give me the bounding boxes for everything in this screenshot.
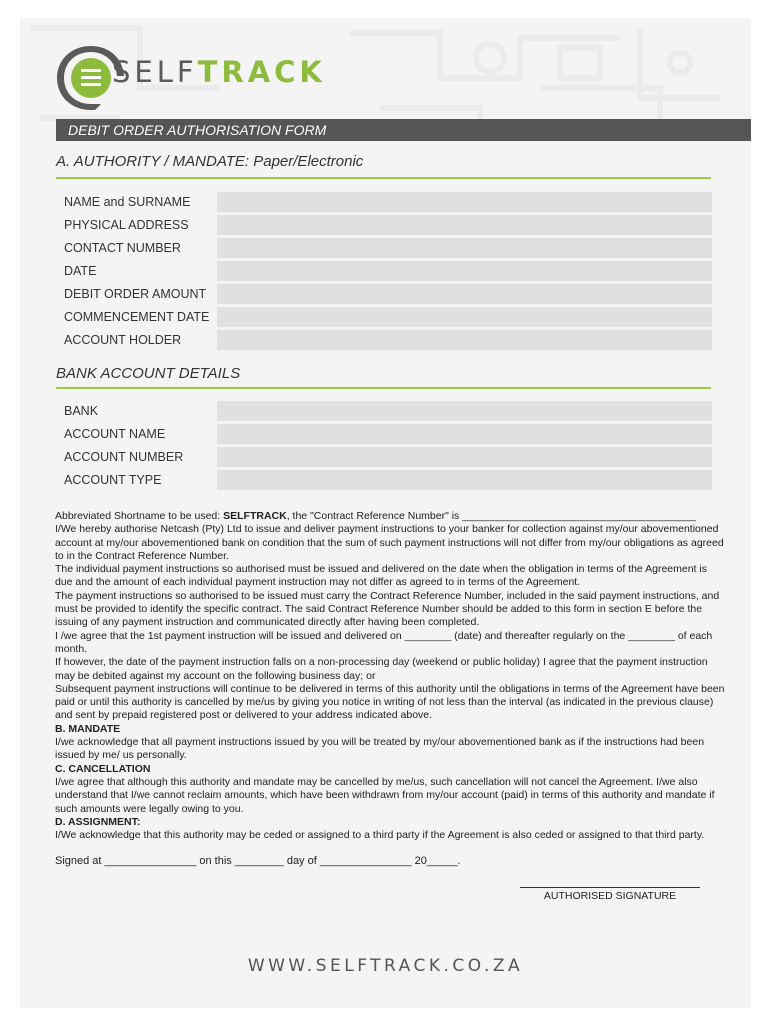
first-payment-paragraph: I /we agree that the 1st payment instruction will be issued and delivered on ________ (date) and thereafter regularly on the ________ of each month. bbox=[55, 629, 713, 655]
brand-wordmark bbox=[112, 55, 326, 89]
assignment-paragraph: I/We acknowledge that this authority may be ceded or assigned to a third party if the Agreement is also ceded or assigned to that third party. bbox=[55, 829, 705, 842]
footer-website: WWW.SELFTRACK.CO.ZA bbox=[247, 956, 524, 976]
assignment-heading bbox=[55, 816, 727, 829]
bank-input[interactable] bbox=[217, 401, 712, 421]
physical-address-input[interactable] bbox=[217, 215, 712, 235]
non-processing-day-paragraph: If however, the date of the payment instruction falls on a non-processing day (weekend or public holiday) I agree that the payment instruction may be debited against my account on the following business day; or bbox=[55, 656, 708, 682]
signed-at-line: Signed at _______________ on this ________ day of _______________ 20_____. bbox=[55, 855, 461, 868]
cancellation-paragraph: I/we agree that although this authority and mandate may be cancelled by me/us, such cancellation will not cancel the Agreement. I/we also understand that I/we cannot reclaim amounts, which have been withdrawn from my/our account (paid) in terms of this authority and mandate if such amounts were legally owing to you. bbox=[55, 775, 715, 815]
individual-instructions-paragraph: The individual payment instructions so authorised must be issued and delivered on the date when the obligation in terms of the Agreement is due and the amount of each individual payment instruction may not differ as agreed to in terms of the Agreement. bbox=[55, 563, 707, 589]
commencement-date-input[interactable] bbox=[217, 307, 712, 327]
field-label-contact-number: CONTACT NUMBER bbox=[64, 241, 181, 255]
field-label-debit-order-amount: DEBIT ORDER AMOUNT bbox=[64, 287, 207, 301]
signature-line[interactable] bbox=[520, 887, 700, 888]
contract-reference-paragraph: The payment instructions so authorised to be issued must carry the Contract Reference Number, included in the said payment instructions, and must be provided to identify the specific contract. The said Contract Reference Number should be added to this form in section E before the issuing of any payment instruction and communicated directly after having been completed. bbox=[55, 589, 720, 629]
shortname-suffix: , the "Contract Reference Number" is ________________________________________ bbox=[286, 510, 696, 522]
shortname-prefix: Abbreviated Shortname to be used: bbox=[55, 510, 224, 522]
brand-self: SELF bbox=[112, 55, 198, 89]
field-label-account-holder: ACCOUNT HOLDER bbox=[64, 333, 182, 347]
form-title: DEBIT ORDER AUTHORISATION FORM bbox=[56, 119, 751, 141]
field-label-date: DATE bbox=[64, 264, 97, 278]
field-label-physical-address: PHYSICAL ADDRESS bbox=[64, 218, 189, 232]
signature-label: AUTHORISED SIGNATURE bbox=[543, 890, 677, 902]
field-label-name-surname: NAME and SURNAME bbox=[64, 195, 191, 209]
field-label-account-number: ACCOUNT NUMBER bbox=[64, 450, 184, 464]
account-type-input[interactable] bbox=[217, 470, 712, 490]
account-number-input[interactable] bbox=[217, 447, 712, 467]
shortname-paragraph bbox=[55, 510, 727, 523]
brand-track: TRACK bbox=[197, 55, 326, 89]
mandate-heading-text: B. MANDATE bbox=[55, 722, 121, 735]
field-label-bank: BANK bbox=[64, 404, 99, 418]
account-holder-input[interactable] bbox=[217, 330, 712, 350]
field-label-commencement-date: COMMENCEMENT DATE bbox=[64, 310, 210, 324]
shortname-brand: SELFTRACK bbox=[223, 510, 287, 522]
section-a-rule bbox=[56, 177, 711, 179]
cancellation-heading-text: C. CANCELLATION bbox=[55, 762, 151, 775]
form-page bbox=[20, 18, 751, 1008]
mandate-paragraph: I/we acknowledge that all payment instructions issued by you will be treated by my/our abovementioned bank as if the instructions had been issued by me/ us personally. bbox=[55, 736, 705, 762]
account-name-input[interactable] bbox=[217, 424, 712, 444]
name-surname-input[interactable] bbox=[217, 192, 712, 212]
authority-paragraph: I/We hereby authorise Netcash (Pty) Ltd to issue and deliver payment instructions to your banker for collection against my/our abovementioned account at my/our abovementioned bank on condition that the sum of such payment instructions will not differ from my/our obligations as agreed to in the Contract Reference Number. bbox=[55, 523, 724, 562]
cancellation-heading bbox=[55, 763, 727, 776]
terms-text bbox=[55, 510, 727, 869]
section-a-heading: A. AUTHORITY / MANDATE: Paper/Electronic bbox=[56, 153, 364, 170]
contact-number-input[interactable] bbox=[217, 238, 712, 258]
bank-details-heading: BANK ACCOUNT DETAILS bbox=[56, 365, 241, 382]
mandate-heading bbox=[55, 723, 727, 736]
field-label-account-type: ACCOUNT TYPE bbox=[64, 473, 162, 487]
assignment-heading-text: D. ASSIGNMENT: bbox=[55, 815, 141, 828]
debit-order-amount-input[interactable] bbox=[217, 284, 712, 304]
field-label-account-name: ACCOUNT NAME bbox=[64, 427, 166, 441]
subsequent-payments-paragraph: Subsequent payment instructions will continue to be delivered in terms of this authority until the obligations in terms of the Agreement have been paid or until this authority is cancelled by me/us by giving you notice in writing of not less than the interval (as indicated in the previous clause) and sent by prepaid registered post or delivered to your address indicated above. bbox=[55, 682, 725, 722]
bank-details-rule bbox=[56, 387, 711, 389]
date-input[interactable] bbox=[217, 261, 712, 281]
